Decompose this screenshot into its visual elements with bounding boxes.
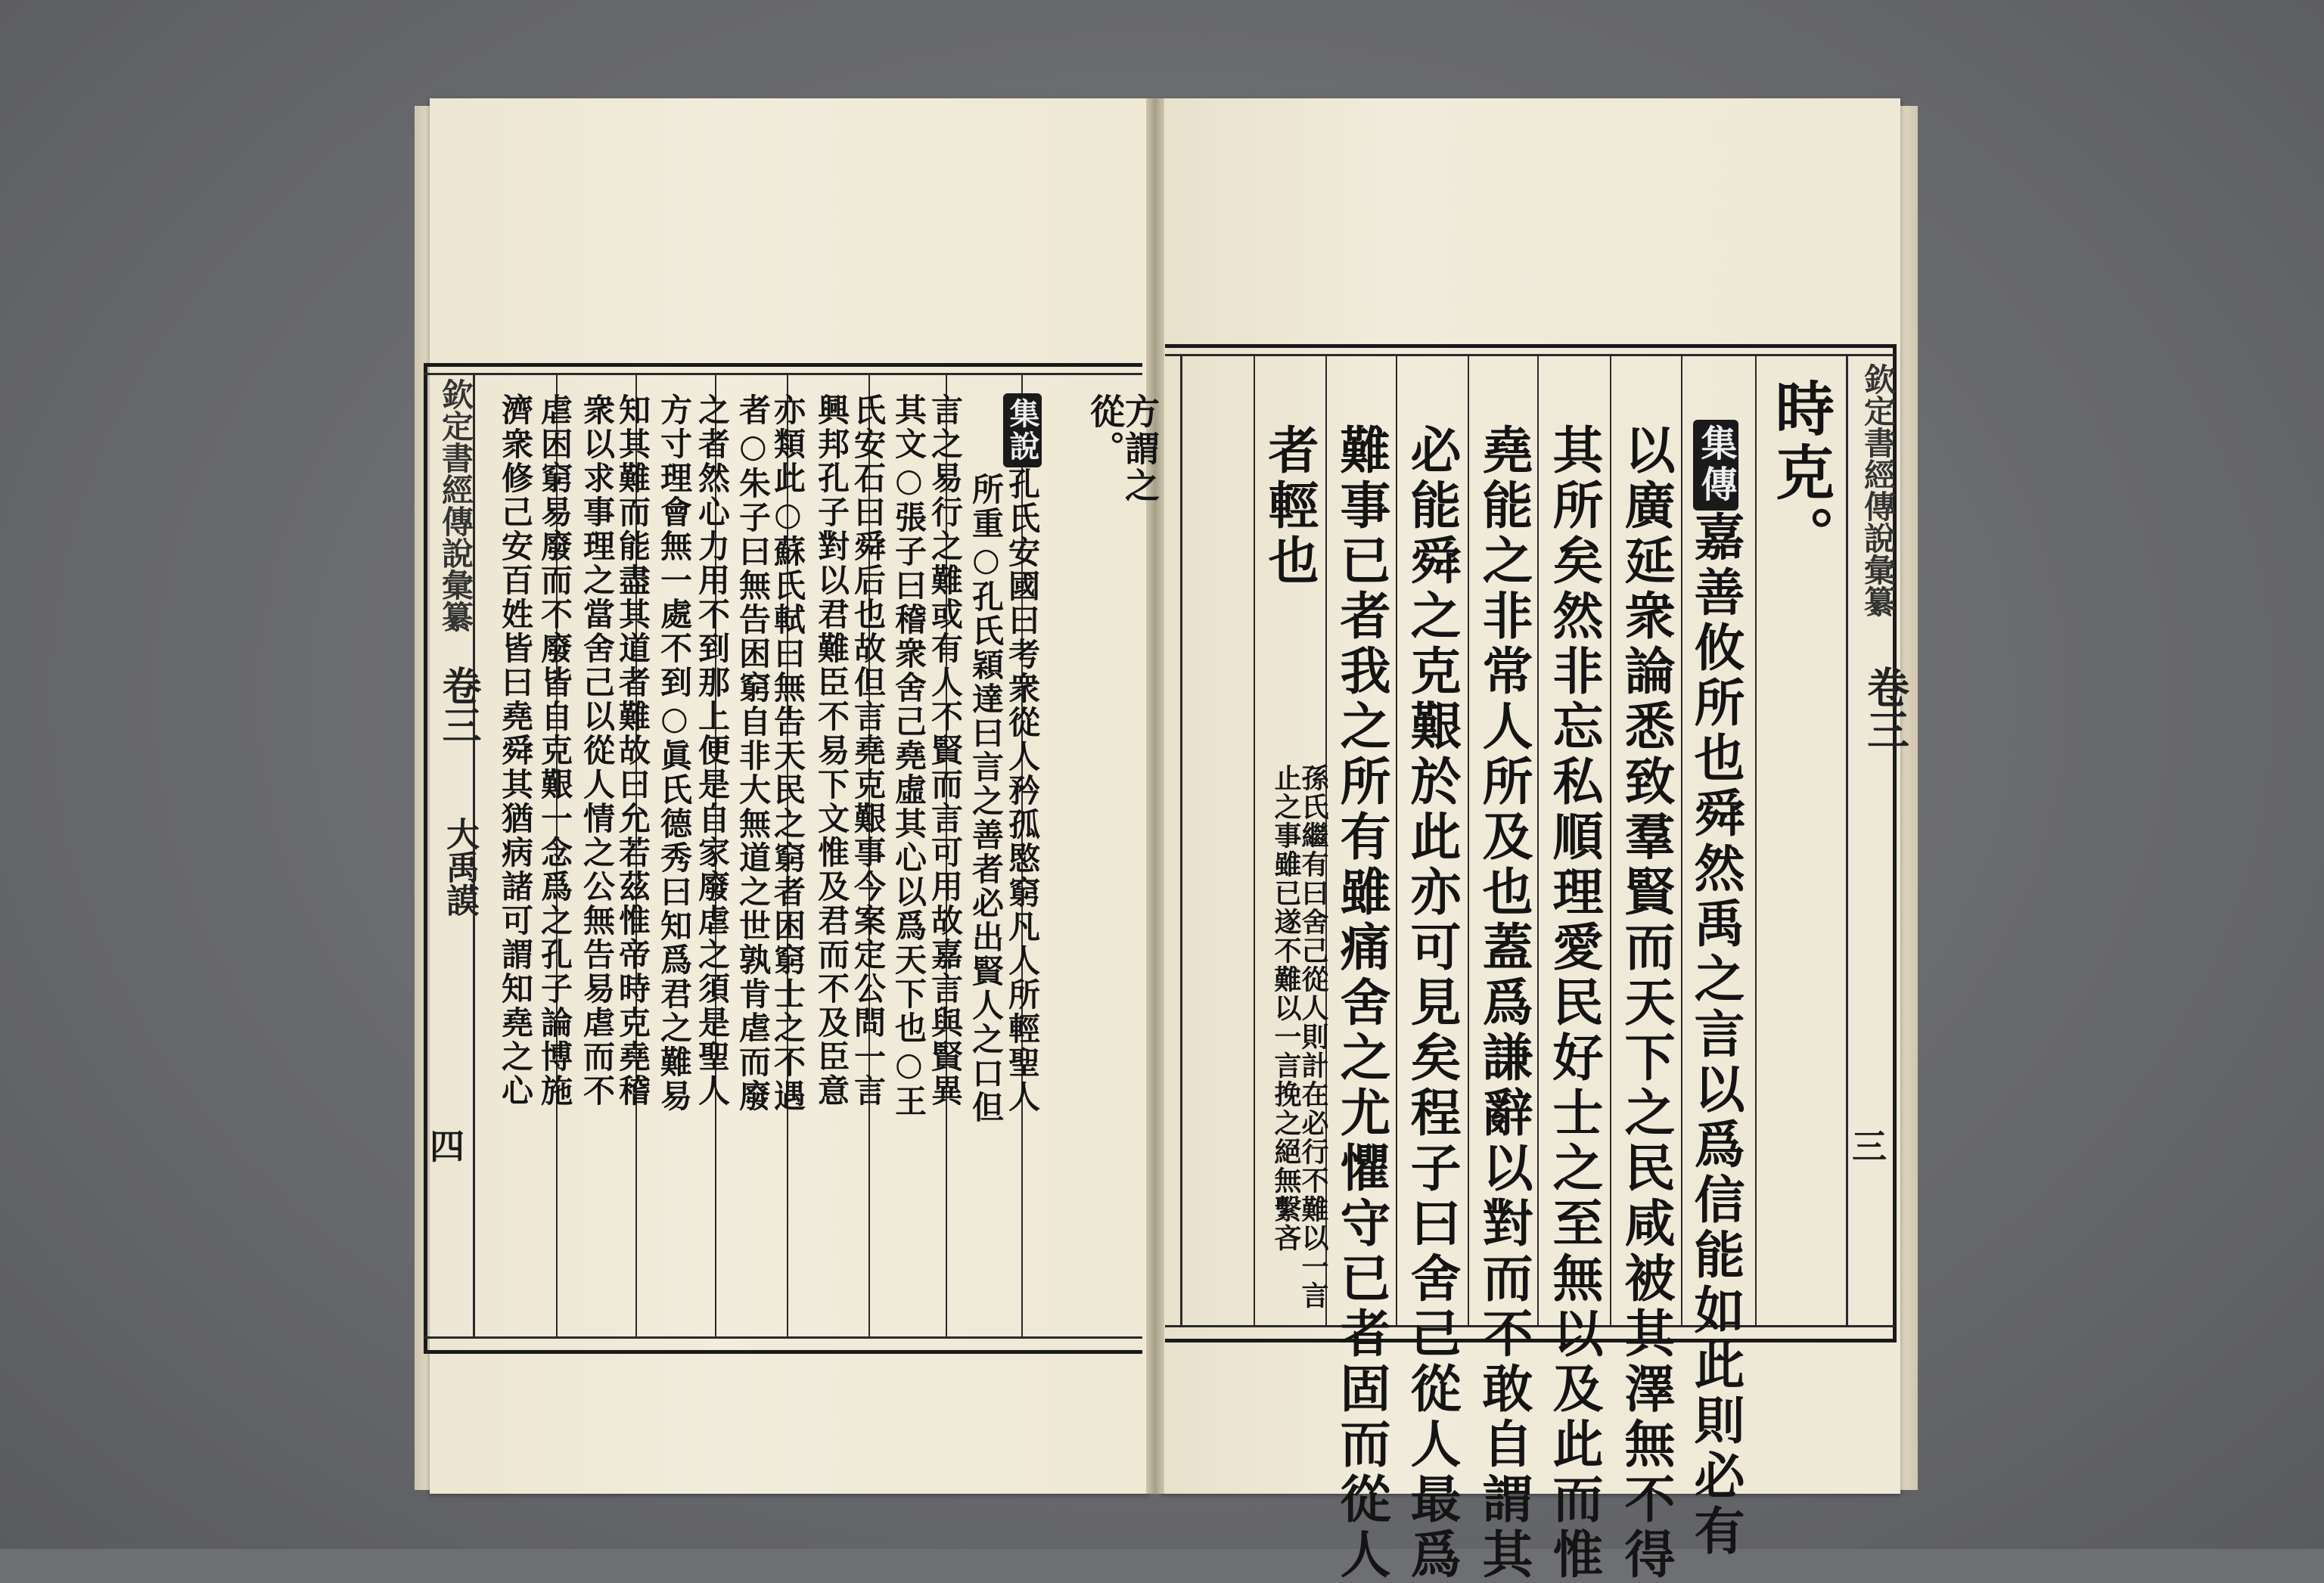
- text-column: 以廣延衆論悉致羣賢而天下之民咸被其澤無不得: [1617, 424, 1676, 1583]
- left-edge-volume: 卷三: [435, 666, 481, 744]
- text-column: 必能舜之克艱於此亦可見矣程子曰舍己從人最爲: [1403, 424, 1462, 1583]
- column-rule: [1681, 355, 1682, 1325]
- text-column: 言之易行之難或有人不賢而言可用故嘉言與賢異: [927, 393, 964, 1108]
- jizhuan-badge: 集傳: [1693, 420, 1738, 511]
- column-rule: [1254, 355, 1255, 1325]
- book-spine: [1146, 98, 1164, 1494]
- text-column: 知其難而能盡其道者難故曰允若茲惟帝時克堯稽: [614, 393, 651, 1108]
- text-column: 興邦孔子對以君難臣不易下文惟及君而不及臣意: [813, 393, 850, 1108]
- column-text: 嘉善攸所也舜然禹之言以爲信能如此則必有: [1686, 511, 1746, 1560]
- text-column: 虐困窮易廢而不廢皆自克艱一念爲之孔子論博施: [536, 393, 573, 1108]
- left-page-number: 四: [430, 1126, 464, 1167]
- text-column: 衆以求事理之當舍己以從人情之公無告易虐而不: [579, 393, 616, 1108]
- text-column: 堯能之非常人所及也蓋爲謙辭以對而不敢自謂其: [1474, 424, 1534, 1583]
- text-column: 其所矣然非忘私順理愛民好士之至無以及此而惟: [1545, 424, 1605, 1583]
- heading-text: 時克。: [1766, 378, 1835, 569]
- column-rule: [1396, 355, 1397, 1325]
- text-column: 其文○張子曰稽衆舍己堯虛其心以爲天下也○王: [890, 393, 927, 1119]
- column-rule: [1180, 355, 1182, 1325]
- text-column: 氏安石曰舜后也故但言堯克艱事今案定公問一言: [850, 393, 887, 1108]
- fish-tail-rule: [1846, 355, 1848, 1325]
- text-column: [1686, 420, 1746, 1560]
- left-page-inner-rule: [424, 373, 1142, 375]
- right-page-inner-rule: [1165, 354, 1895, 356]
- column-rule: [1468, 355, 1469, 1325]
- text-column: 者輕也: [1260, 424, 1320, 589]
- text-column: 難事已者我之所有雖痛舍之尤懼守已者固而從人: [1332, 424, 1392, 1583]
- right-edge-volume: 卷三: [1860, 666, 1910, 750]
- text-column: [1004, 393, 1041, 1114]
- text-column: 亦類此○蘇氏軾曰無告天民之窮者困窮士之不遇: [769, 393, 806, 1113]
- left-edge-title: 欽定書經傳說彙纂: [437, 378, 474, 632]
- text-column: 之者然心力用不到那上便是自家廢虐之須是聖人: [694, 393, 731, 1108]
- text-column: 方寸理會無一處不到○眞氏德秀曰知爲君之難易: [656, 393, 693, 1113]
- column-rule: [1610, 355, 1611, 1325]
- text-column: 濟衆修己安百姓皆曰堯舜其猶病諸可謂知堯之心: [497, 393, 534, 1108]
- text-column: 所重○孔氏穎達曰言之善者必出賢人之口但: [968, 473, 1005, 1125]
- column-text: 孔氏安國曰考衆從人矜孤愍窮凡人所輕聖人: [1004, 467, 1041, 1114]
- right-edge-title: 欽定書經傳說彙纂: [1860, 363, 1897, 617]
- small-note-text: 孫氏繼有曰舍己從人則計在必行不難以一言止之事雖已遂不難以一言挽之絕無繫吝: [1270, 764, 1329, 1310]
- left-edge-chapter: 大禹謨: [440, 817, 479, 917]
- right-page-number: 三: [1852, 1126, 1887, 1167]
- text-column: 者○朱子曰無告困窮自非大無道之世孰肯虐而廢: [735, 393, 772, 1113]
- column-rule: [1755, 355, 1757, 1325]
- text-column: 方謂之從。: [1085, 393, 1160, 504]
- jishuo-badge: 集說: [1003, 393, 1042, 467]
- column-rule: [1537, 355, 1539, 1325]
- left-page-inner-rule-bottom: [424, 1336, 1142, 1339]
